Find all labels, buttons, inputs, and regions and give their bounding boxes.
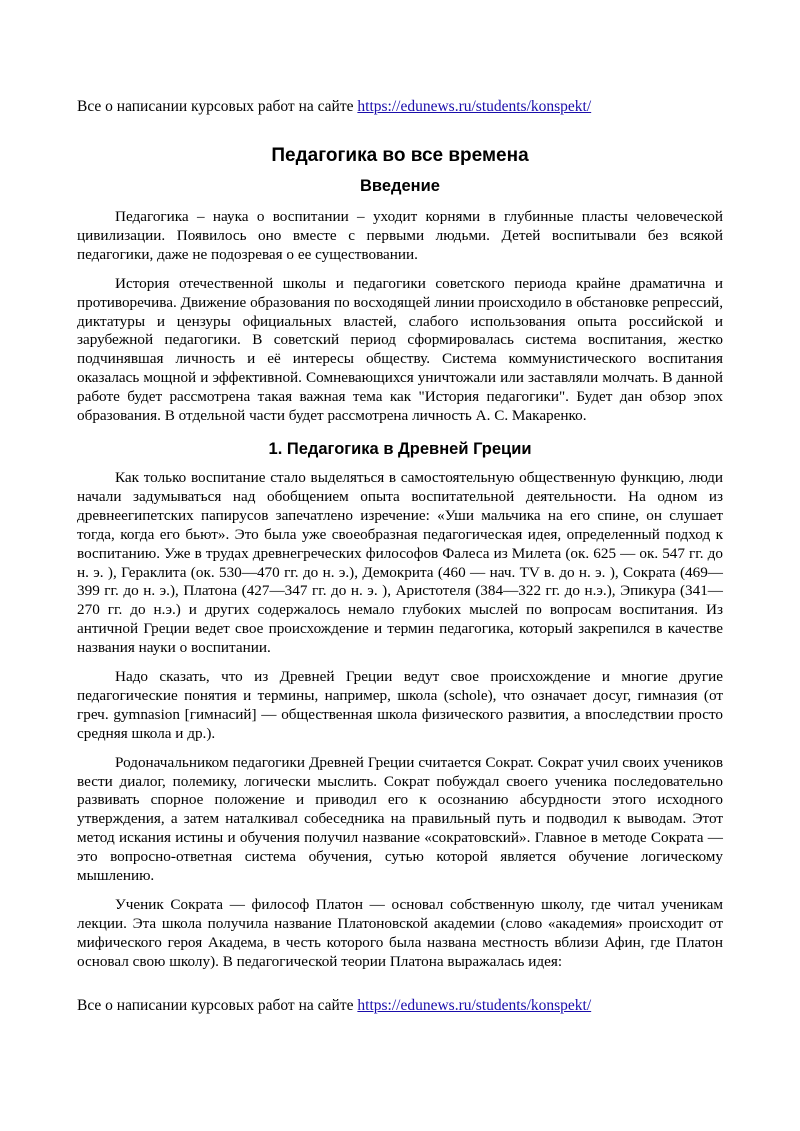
intro-heading: Введение [360, 177, 440, 195]
chapter-1-paragraph-4: Ученик Сократа — философ Платон — основал собственную школу, где читал ученикам лекции. Эта школа получила название Платоновской академии (слово «академия» происходит от мифического героя Академа, в честь которого была названа местность вблизи Афин, где Платон основал свою школу). В педагогической теории Платона выражалась идея: [77, 896, 723, 970]
page-header [77, 98, 591, 116]
chapter-1-paragraph-1: Как только воспитание стало выделяться в самостоятельную общественную функцию, люди начали задумываться над обобщением опыта воспитательной деятельности. На одном из древнеегипетских папирусов запечатлено изречение: «Уши мальчика на его спине, он слушает тогда, когда его бьют». Это была уже своеобразная педагогическая идея, определенный подход к воспитанию. Уже в трудах древнегреческих философов Фалеса из Милета (ок. 625 — ок. 547 гг. до н. э. ), Гераклита (ок. 530—470 гг. до н. э.), Демокрита (460 — нач. TV в. до н. э. ), Сократа (469—399 гг. до н. э.), Платона (427—347 гг. до н. э. ), Аристотеля (384—322 гг. до н.э.), Эпикура (341— 270 гг. до н.э.) и других содержалось немало глубоких мыслей по вопросам воспитания. Из античной Греции ведет свое происхождение и термин педагогика, который закрепился в качестве названия науки о воспитании. [77, 468, 723, 657]
header-site-link[interactable]: https://edunews.ru/students/konspekt/ [357, 98, 592, 115]
page-footer [77, 997, 591, 1015]
chapter-1-heading: 1. Педагогика в Древней Греции [268, 439, 532, 458]
intro-paragraph-2: История отечественной школы и педагогики советского периода крайне драматична и противоречива. Движение образования по восходящей линии происходило в обстановке репрессий, диктатуры и цензуры официальных властей, слабого использования опыта российской и зарубежной педагогики. В советский период сформировалась система воспитания, жестко подчинявшая личность и её интересы обществу. Система коммунистического воспитания оказалась мощной и эффективной. Сомневающихся уничтожали или заставляли молчать. В данной работе будет рассмотрена такая важная тема как "История педагогики". Будет дан обзор эпох образования. В отдельной части будет рассмотрена личность А. С. Макаренко. [77, 274, 723, 425]
footer-site-link[interactable]: https://edunews.ru/students/konspekt/ [357, 997, 592, 1014]
chapter-1-paragraph-2: Надо сказать, что из Древней Греции ведут свое происхождение и многие другие педагогические понятия и термины, например, школа (schole), что означает досуг, гимназия (от греч. gymnasion [гимнасий] — общественная школа физического развития, а впоследствии просто средняя школа и др.). [77, 668, 723, 742]
intro-paragraph-1: Педагогика – наука о воспитании – уходит корнями в глубинные пласты человеческой цивилизации. Появилось оно вместе с первыми людьми. Детей воспитывали без всякой педагогики, даже не подозревая о ее существовании. [77, 208, 723, 263]
footer-text: Все о написании курсовых работ на сайте [77, 997, 354, 1014]
document-title: Педагогика во все времена [271, 145, 529, 166]
document-body [77, 145, 723, 982]
chapter-1-paragraph-3: Родоначальником педагогики Древней Греции считается Сократ. Сократ учил своих учеников вести диалог, полемику, логически мыслить. Сократ побуждал своего ученика последовательно развивать спорное положение и приводил его к осознанию абсурдности этого исходного утверждения, а затем наталкивал собеседника на правильный путь и подводил к выводам. Этот метод искания истины и обучения получил название «сократовский». Главное в методе Сократа — это вопросно-ответная система обучения, сутью которой является обучение логическому мышлению. [77, 753, 723, 885]
header-text: Все о написании курсовых работ на сайте [77, 98, 354, 115]
